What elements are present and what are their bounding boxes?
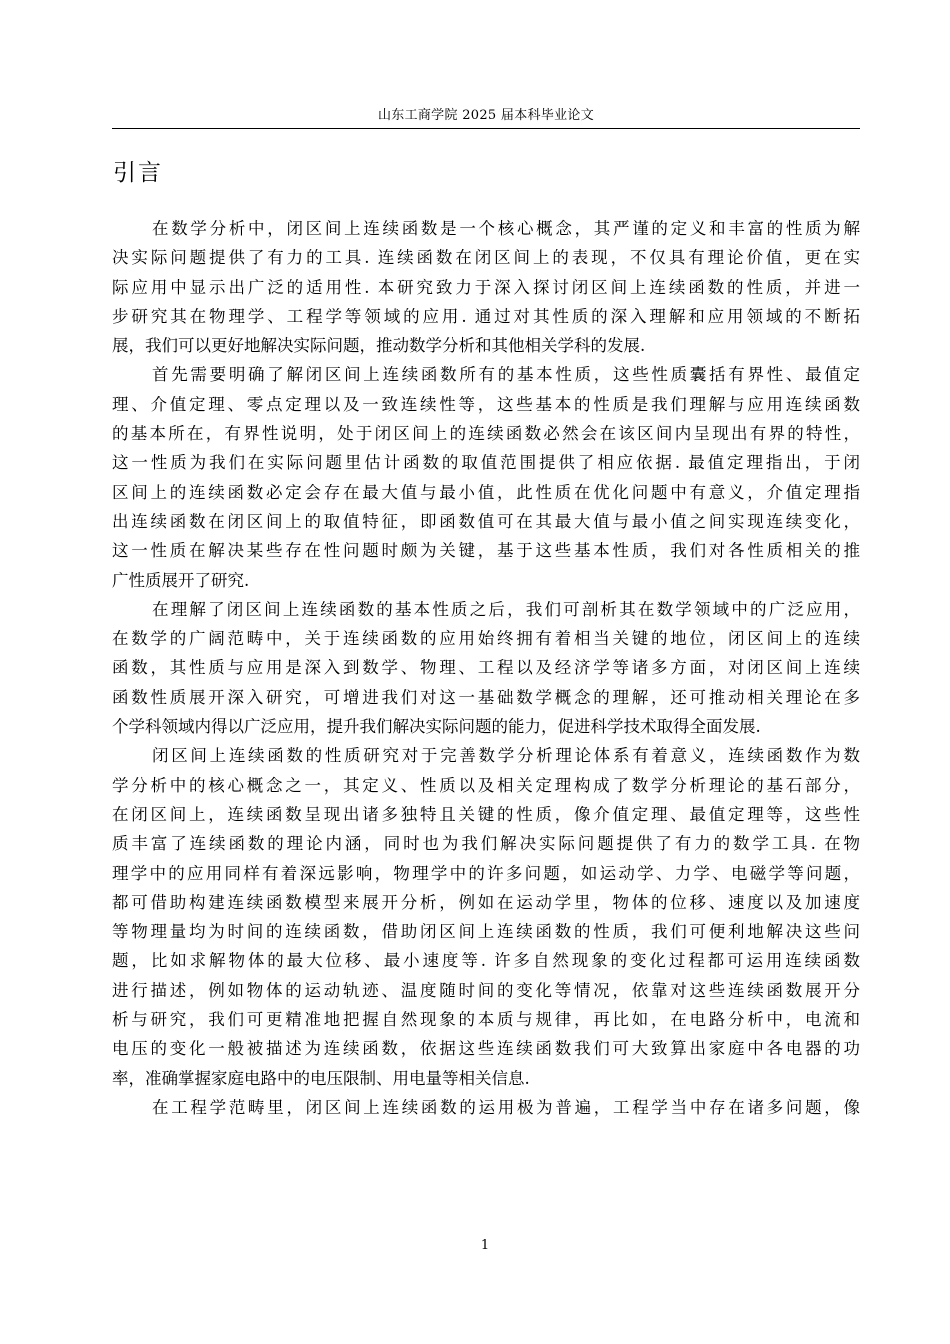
text-line: 决实际问题提供了有力的工具. 连续函数在闭区间上的表现，不仅具有理论价值，更在实: [112, 248, 860, 268]
text-line: 函数性质展开深入研究，可增进我们对这一基础数学概念的理解，还可推动相关理论在多: [112, 687, 860, 707]
text-line: 在数学的广阔范畴中，关于连续函数的应用始终拥有着相当关键的地位，闭区间上的连续: [112, 629, 860, 649]
text-line: 出连续函数在闭区间上的取值特征，即函数值可在其最大值与最小值之间实现连续变化，: [112, 511, 860, 531]
text-line: 际应用中显示出广泛的适用性. 本研究致力于深入探讨闭区间上连续函数的性质，并进一: [112, 277, 860, 297]
text-line: 学分析中的核心概念之一，其定义、性质以及相关定理构成了数学分析理论的基石部分，: [112, 775, 860, 795]
body-text: [112, 214, 860, 1122]
text-line: 这一性质在解决某些存在性问题时颇为关键，基于这些基本性质，我们对各性质相关的推: [112, 541, 860, 561]
text-line: 率，准确掌握家庭电路中的电压限制、用电量等相关信息.: [112, 1068, 530, 1088]
text-line: 电压的变化一般被描述为连续函数，依据这些连续函数我们可大致算出家庭中各电器的功: [112, 1039, 860, 1059]
text-line: 首先需要明确了解闭区间上连续函数所有的基本性质，这些性质囊括有界性、最值定: [152, 365, 860, 385]
section-title: 引言: [113, 160, 163, 186]
text-line: 题，比如求解物体的最大位移、最小速度等. 许多自然现象的变化过程都可运用连续函数: [112, 951, 860, 971]
text-line: 在闭区间上，连续函数呈现出诸多独特且关键的性质，像介值定理、最值定理等，这些性: [112, 804, 860, 824]
text-line: 的基本所在，有界性说明，处于闭区间上的连续函数必然会在该区间内呈现出有界的特性，: [112, 424, 860, 444]
text-line: 在数学分析中，闭区间上连续函数是一个核心概念，其严谨的定义和丰富的性质为解: [152, 219, 860, 238]
text-line: 函数，其性质与应用是深入到数学、物理、工程以及经济学等诸多方面，对闭区间上连续: [112, 658, 860, 678]
text-line: 区间上的连续函数必定会存在最大值与最小值，此性质在优化问题中有意义，介值定理指: [112, 482, 860, 502]
text-line: 等物理量均为时间的连续函数，借助闭区间上连续函数的性质，我们可便利地解决这些问: [112, 922, 860, 942]
text-line: 闭区间上连续函数的性质研究对于完善数学分析理论体系有着意义，连续函数作为数: [152, 746, 860, 766]
text-line: 广性质展开了研究.: [112, 570, 250, 590]
header-rule: [112, 128, 860, 129]
text-line: 理学中的应用同样有着深远影响，物理学中的许多问题，如运动学、力学、电磁学等问题，: [112, 863, 860, 883]
text-line: 步研究其在物理学、工程学等领域的应用. 通过对其性质的深入理解和应用领域的不断拓: [112, 306, 860, 326]
text-line: 在理解了闭区间上连续函数的基本性质之后，我们可剖析其在数学领域中的广泛应用，: [152, 599, 860, 619]
text-line: 质丰富了连续函数的理论内涵，同时也为我们解决实际问题提供了有力的数学工具. 在物: [112, 834, 860, 854]
text-line: 析与研究，我们可更精准地把握自然现象的本质与规律，再比如，在电路分析中，电流和: [112, 1010, 860, 1030]
text-line: 在工程学范畴里，闭区间上连续函数的运用极为普遍，工程学当中存在诸多问题，像: [152, 1097, 860, 1117]
text-line: 个学科领域内得以广泛应用，提升我们解决实际问题的能力，促进科学技术取得全面发展.: [112, 717, 761, 737]
text-line: 进行描述，例如物体的运动轨迹、温度随时间的变化等情况，依靠对这些连续函数展开分: [112, 980, 860, 1000]
running-header: 山东工商学院 2025 届本科毕业论文: [377, 108, 595, 123]
text-line: 这一性质为我们在实际问题里估计函数的取值范围提供了相应依据. 最值定理指出，于闭: [112, 453, 860, 473]
text-line: 理、介值定理、零点定理以及一致连续性等，这些基本的性质是我们理解与应用连续函数: [112, 394, 860, 414]
text-line: 都可借助构建连续函数模型来展开分析，例如在运动学里，物体的位移、速度以及加速度: [112, 892, 860, 912]
text-line: 展，我们可以更好地解决实际问题，推动数学分析和其他相关学科的发展.: [112, 336, 646, 356]
page-number: 1: [480, 1238, 490, 1253]
